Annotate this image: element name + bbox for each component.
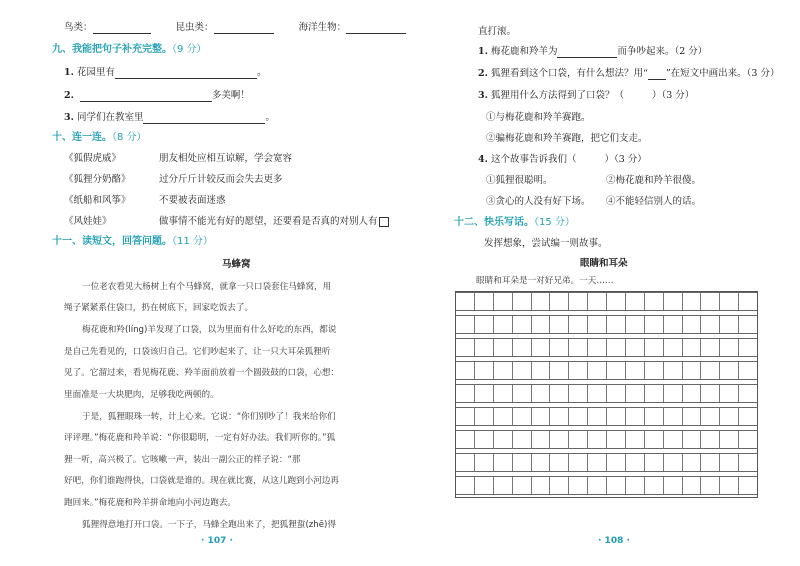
option[interactable]: ②骗梅花鹿和羚羊赛跑，把它们支走。: [486, 133, 648, 144]
moral[interactable]: 朋友相处应相互谅解，学会宽容: [159, 153, 293, 164]
answer-blank[interactable]: [346, 24, 406, 34]
sentence-1: [64, 67, 266, 79]
question-text-end: ”在短文中画出来。（3 分）: [665, 68, 780, 79]
sentence-3: [64, 112, 275, 124]
option[interactable]: ②梅花鹿和羚羊很傻。: [606, 175, 702, 186]
sentence-end: 。: [256, 67, 267, 78]
story-line: 狐狸得意地打开口袋。一下子，马蜂全跑出来了，把狐狸蜇(zhē)得: [82, 520, 336, 530]
match-row: [64, 216, 378, 228]
story-continuation: 直打滚。: [478, 26, 517, 37]
question-1: [478, 46, 707, 58]
item-number: 3.: [64, 112, 74, 123]
story-title[interactable]: 《狐假虎威》: [64, 153, 122, 164]
moral-text: 做事情不能光有好的愿望，还要看是否真的对别人有: [159, 216, 378, 227]
story-line: 狸一听，高兴极了。它咳嗽一声，装出一副公正的样子说：“那: [64, 455, 301, 465]
sentence-end: 。: [265, 112, 275, 123]
story-line: 评评理。”梅花鹿和羚羊说：“你很聪明，一定有好办法。我们听你的。”狐: [64, 433, 336, 443]
story-line: 见了。它溜过来，看见梅花鹿、羚羊面前放着一个圆鼓鼓的口袋，心想：: [64, 368, 340, 378]
answer-blank[interactable]: [80, 92, 212, 102]
question-3: [478, 90, 694, 102]
label-sea-creatures: 海洋生物：: [298, 22, 347, 33]
story-title[interactable]: 《风娃娃》: [64, 216, 112, 227]
grid-row[interactable]: [456, 361, 757, 380]
section-12-score: （15 分）: [534, 217, 575, 228]
item-number: 2.: [64, 90, 74, 101]
grid-row[interactable]: [456, 407, 757, 426]
sentence-start: 花园里有: [76, 67, 115, 78]
item-number: 1.: [64, 67, 74, 78]
story-title[interactable]: 《狐狸分奶酪》: [64, 174, 131, 185]
story-line: 梅花鹿和羚(líng)羊发现了口袋，以为里面有什么好吃的东西，都说: [82, 325, 337, 335]
option[interactable]: ①狐狸很聪明。: [486, 175, 553, 186]
moral[interactable]: 过分斤斤计较反而会失去更多: [159, 174, 283, 185]
section-9-title: 九、我能把句子补充完整。: [52, 44, 172, 55]
section-11-title: 十一、读短文，回答问题。: [52, 236, 172, 247]
option[interactable]: ④不能轻信别人的话。: [606, 196, 702, 207]
grid-row[interactable]: [456, 338, 757, 357]
story-line: 跑回来。”梅花鹿和羚羊拼命地向小河边跑去。: [64, 498, 237, 508]
section-10-score: （8 分）: [112, 132, 147, 143]
moral[interactable]: 不要被表面迷惑: [159, 195, 226, 206]
item-number: 2.: [478, 68, 488, 79]
section-12-heading: [454, 217, 575, 229]
story-line: 于是，狐狸眼珠一转，计上心来。它说：“你们别吵了！我来给你们: [82, 412, 336, 422]
grid-row[interactable]: [456, 476, 757, 495]
answer-blank[interactable]: [214, 24, 274, 34]
sentence-end: 多美啊！: [211, 90, 250, 101]
writing-prompt: 发挥想象，尝试编一则故事。: [484, 238, 608, 249]
section-11-score: （11 分）: [172, 236, 213, 247]
section-10-title: 十、连一连。: [52, 132, 112, 143]
option[interactable]: ①与梅花鹿和羚羊赛跑。: [486, 112, 591, 123]
question-text-end: 而争吵起来。（2 分）: [617, 46, 708, 57]
story-line: 好吧，你们谁跑得快，口袋就是谁的。现在就比赛，从这儿跑到小河边再: [64, 476, 340, 486]
sentence-start: 同学们在教室里: [76, 112, 144, 123]
story-line: 是自己先看见的，口袋该归自己。它们吵起来了，让一只大耳朵狐狸听: [64, 347, 331, 357]
question-text-end: ）（3 分）: [651, 90, 695, 101]
story-line: 绳子紧紧系住袋口，扔在树底下，回家吃饭去了。: [64, 303, 254, 313]
answer-blank[interactable]: [115, 69, 257, 79]
page-number: · 108 ·: [598, 536, 630, 546]
moral[interactable]: [159, 216, 389, 228]
grid-row[interactable]: [456, 292, 757, 311]
section-9-heading: [52, 44, 207, 56]
option[interactable]: ③贪心的人没有好下场。: [486, 196, 591, 207]
section-12-title: 十二、快乐写话。: [454, 217, 534, 228]
story-heading: 马蜂窝: [222, 259, 251, 270]
match-row: [64, 153, 293, 165]
answer-blank[interactable]: [557, 48, 617, 58]
grid-row[interactable]: [456, 384, 757, 403]
answer-blank[interactable]: [143, 114, 265, 124]
question-text: 狐狸用什么方法得到了口袋？（: [490, 90, 624, 101]
match-row: [64, 174, 283, 186]
writing-start: 眼睛和耳朵是一对好兄弟。一天……: [476, 276, 614, 286]
story-line: 里面准是一大块肥肉，足够我吃两顿的。: [64, 390, 219, 400]
checkbox-icon: [379, 217, 389, 227]
question-4: [478, 154, 647, 166]
item-number: 4.: [478, 154, 488, 165]
page-number: · 107 ·: [201, 536, 233, 546]
answer-blank[interactable]: [648, 70, 666, 80]
question-text: 狐狸看到这个口袋，有什么想法？用“: [490, 68, 648, 79]
story-line: 一位老农看见大杨树上有个马蜂窝，就拿一只口袋套住马蜂窝，用: [82, 282, 332, 292]
writing-title: 眼睛和耳朵: [580, 258, 628, 269]
grid-row[interactable]: [456, 430, 757, 449]
section-10-heading: [52, 132, 147, 144]
match-row: [64, 195, 226, 207]
question-text-end: ）（3 分）: [604, 154, 647, 165]
section-9-score: （9 分）: [172, 44, 207, 55]
sentence-2: [64, 90, 250, 102]
answer-blank[interactable]: [93, 24, 151, 34]
section-11-heading: [52, 236, 213, 248]
grid-row[interactable]: [456, 315, 757, 334]
question-text: 梅花鹿和羚羊为: [490, 46, 558, 57]
label-birds: 鸟类：: [64, 22, 93, 33]
question-text: 这个故事告诉我们（: [490, 154, 577, 165]
grid-row[interactable]: [456, 453, 757, 472]
writing-grid[interactable]: [455, 291, 758, 498]
story-title[interactable]: 《纸船和风筝》: [64, 195, 131, 206]
classify-line: [64, 22, 406, 34]
question-2: [478, 68, 779, 80]
item-number: 3.: [478, 90, 488, 101]
item-number: 1.: [478, 46, 488, 57]
label-insects: 昆虫类：: [175, 22, 214, 33]
